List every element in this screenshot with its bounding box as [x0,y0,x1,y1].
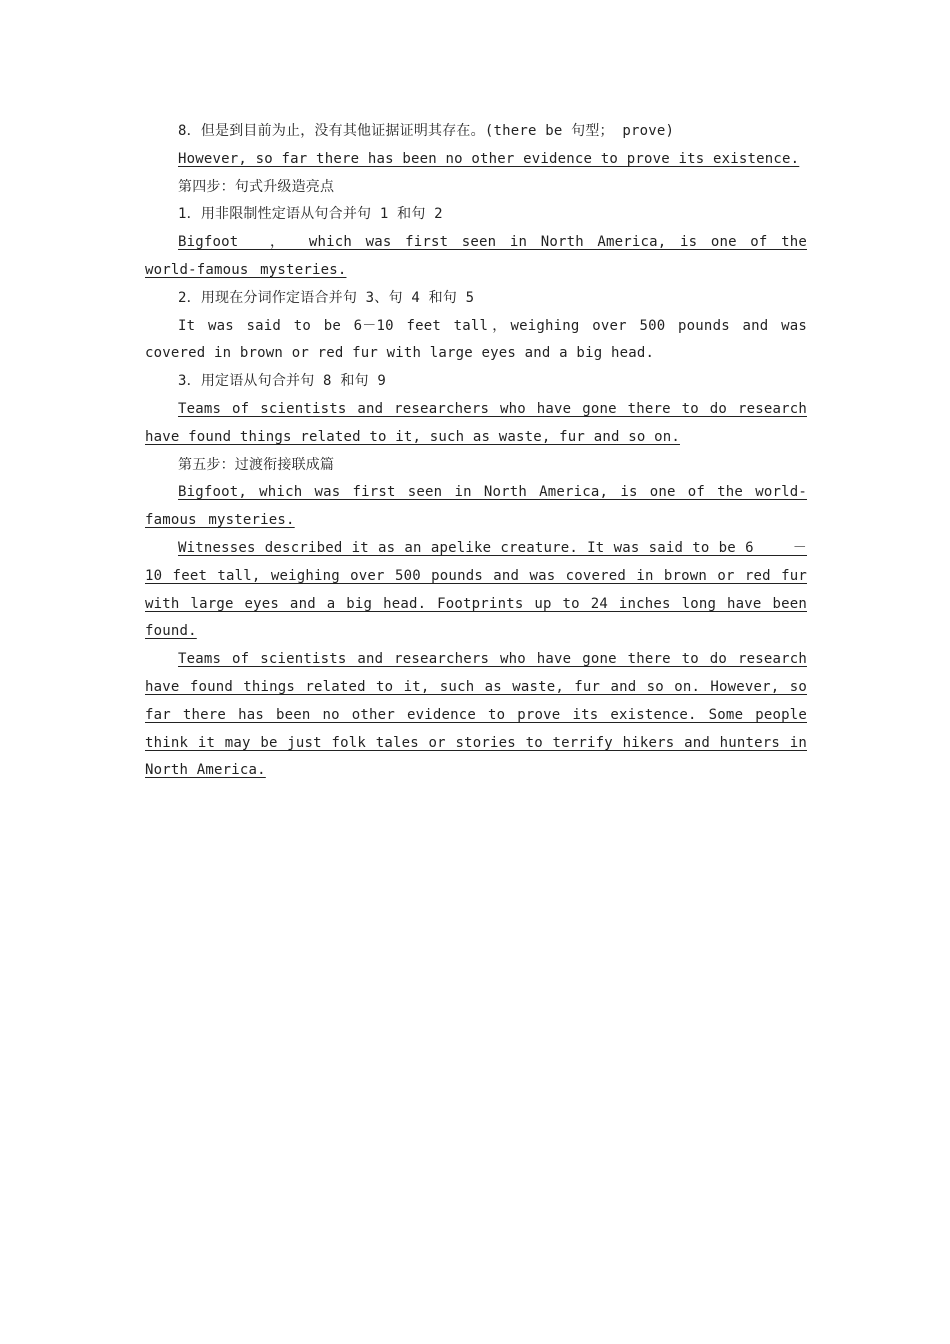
document-page [145,118,807,785]
step5-paragraph-3 [145,646,807,785]
step4-question-1: 1．用非限制性定语从句合并句 1 和句 2 [178,206,443,223]
step4-answer-1-text: Bigfoot ， which was first seen in North America, is one of the world-famous mysteries. [145,234,807,278]
step4-heading: 第四步：句式升级造亮点 [178,178,335,195]
step4-answer-2: It was said to be 6－10 feet tall，weighing over 500 pounds and was covered in brown or red fur with large eyes and a big head. [145,317,807,362]
step4-question-3: 3．用定语从句合并句 8 和句 9 [178,373,386,390]
step4-answer-1 [145,229,807,285]
step4-answer-3-text: Teams of scientists and researchers who have gone there to do research have found things related to it, such as waste, fur and so on. [145,400,807,445]
step5-paragraph-2 [145,535,807,646]
step5-paragraph-1 [145,479,807,535]
step5-heading: 第五步：过渡衔接联成篇 [178,456,335,473]
step5-paragraph-2-text: Witnesses described it as an apelike creature. It was said to be 6 －10 feet tall, weighing over 500 pounds and was covered in brown or red fur with large eyes and a big head. Footprints up to 24 inches long have been found. [145,539,807,640]
item8-answer [145,146,807,174]
step5-paragraph-1-text: Bigfoot, which was first seen in North America, is one of the world-famous mysteries. [145,484,807,529]
step4-answer-3 [145,396,807,452]
step4-question-2: 2．用现在分词作定语合并句 3、句 4 和句 5 [178,289,475,306]
item8-answer-text: However, so far there has been no other evidence to prove its existence. [178,150,800,167]
step5-paragraph-3-text: Teams of scientists and researchers who have gone there to do research have found things related to it, such as waste, fur and so on. However, so far there has been no other evidence to prove its existence. Some people think it may be just folk tales or stories to terrify hikers and hunters in North America. [145,651,807,779]
item8-prompt: 8．但是到目前为止，没有其他证据证明其存在。(there be 句型； prove) [178,123,675,139]
